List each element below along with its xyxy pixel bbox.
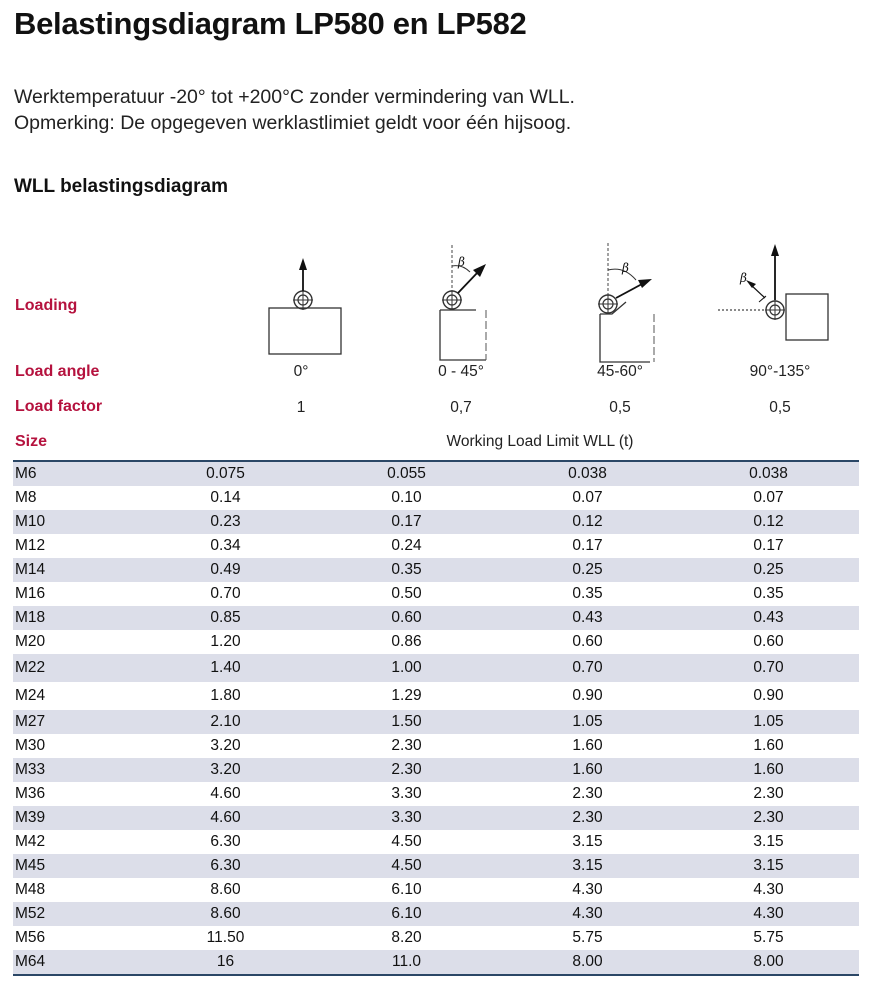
size-cell: M12 xyxy=(15,537,46,554)
beta-symbol: β xyxy=(622,261,629,275)
wll-value-cell: 0.43 xyxy=(497,606,678,630)
wll-value-cell: 0.90 xyxy=(572,687,603,704)
wll-value-cell: 0.60 xyxy=(572,633,603,650)
wll-value-cell: 0.038 xyxy=(678,461,859,486)
intro-line-remark: Opmerking: De opgegeven werklastlimiet geldt voor één hijsoog. xyxy=(14,112,572,134)
size-cell: M64 xyxy=(13,950,135,975)
wll-value-cell: 0.25 xyxy=(678,558,859,582)
load-angle-45-60: 45-60° xyxy=(597,363,643,380)
size-cell: M18 xyxy=(13,606,135,630)
wll-value-cell: 0.12 xyxy=(678,510,859,534)
wll-value-cell: 0.90 xyxy=(753,687,784,704)
wll-value-cell: 1.50 xyxy=(316,710,497,734)
wll-value-cell: 1.60 xyxy=(753,737,784,754)
wll-value-cell: 11.0 xyxy=(316,950,497,975)
load-angle-0-45: 0 - 45° xyxy=(438,363,484,380)
wll-value-cell: 0.17 xyxy=(753,537,784,554)
wll-value-cell: 1.60 xyxy=(572,737,603,754)
table-row xyxy=(13,902,859,926)
table-row xyxy=(13,758,859,782)
table-row xyxy=(13,582,859,606)
wll-value-cell: 0.23 xyxy=(135,510,316,534)
wll-value-cell: 0.07 xyxy=(572,489,603,506)
table-row xyxy=(13,606,859,630)
load-angle-90-135: 90°-135° xyxy=(749,363,811,380)
table-row xyxy=(13,630,859,654)
size-cell: M39 xyxy=(13,806,135,830)
wll-value-cell: 0.85 xyxy=(135,606,316,630)
table-row xyxy=(13,654,859,682)
loading-label: Loading xyxy=(15,297,78,314)
beta-symbol: β xyxy=(740,271,747,285)
table-row xyxy=(13,806,859,830)
wll-value-cell: 1.00 xyxy=(316,654,497,682)
load-factor-45-60: 0,5 xyxy=(609,399,631,416)
load-factor-0-45: 0,7 xyxy=(450,399,472,416)
size-cell: M16 xyxy=(15,585,46,602)
wll-value-cell: 8.20 xyxy=(391,929,422,946)
size-cell: M52 xyxy=(13,902,135,926)
table-row xyxy=(13,950,859,975)
size-cell: M30 xyxy=(15,737,46,754)
size-cell: M48 xyxy=(15,881,46,898)
wll-value-cell: 0.86 xyxy=(391,633,422,650)
wll-value-cell: 11.50 xyxy=(206,929,245,946)
wll-value-cell: 4.50 xyxy=(391,833,422,850)
wll-value-cell: 4.30 xyxy=(572,881,603,898)
wll-value-cell: 0.70 xyxy=(210,585,241,602)
wll-value-cell: 6.30 xyxy=(210,833,241,850)
wll-value-cell: 1.05 xyxy=(497,710,678,734)
loading-diagram-0-45 xyxy=(420,240,520,365)
size-cell: M10 xyxy=(13,510,135,534)
size-cell: M6 xyxy=(13,461,135,486)
wll-value-cell: 0.49 xyxy=(135,558,316,582)
wll-value-cell: 1.40 xyxy=(135,654,316,682)
wll-value-cell: 2.30 xyxy=(391,737,422,754)
table-row xyxy=(13,486,859,510)
wll-value-cell: 8.60 xyxy=(210,881,241,898)
load-factor-0: 1 xyxy=(296,399,306,416)
wll-value-cell: 0.60 xyxy=(753,633,784,650)
wll-value-cell: 0.60 xyxy=(316,606,497,630)
wll-value-cell: 0.14 xyxy=(210,489,241,506)
wll-value-cell: 4.30 xyxy=(678,902,859,926)
wll-value-cell: 3.30 xyxy=(391,785,422,802)
wll-value-cell: 1.29 xyxy=(391,687,422,704)
section-title: WLL belastingsdiagram xyxy=(14,176,228,197)
wll-value-cell: 3.20 xyxy=(135,758,316,782)
wll-value-cell: 2.30 xyxy=(316,758,497,782)
wll-value-cell: 0.055 xyxy=(316,461,497,486)
table-row xyxy=(13,710,859,734)
wll-value-cell: 2.10 xyxy=(135,710,316,734)
wll-value-cell: 3.15 xyxy=(497,854,678,878)
wll-value-cell: 1.80 xyxy=(210,687,241,704)
wll-value-cell: 0.34 xyxy=(210,537,241,554)
wll-value-cell: 4.30 xyxy=(753,881,784,898)
wll-value-cell: 3.15 xyxy=(753,833,784,850)
wll-value-cell: 0.038 xyxy=(497,461,678,486)
wll-value-cell: 8.60 xyxy=(135,902,316,926)
wll-value-cell: 0.70 xyxy=(678,654,859,682)
size-cell: M33 xyxy=(13,758,135,782)
wll-value-cell: 5.75 xyxy=(572,929,603,946)
load-factor-label: Load factor xyxy=(15,398,103,415)
intro-line-temperature: Werktemperatuur -20° tot +200°C zonder vermindering van WLL. xyxy=(14,86,575,108)
wll-value-cell: 5.75 xyxy=(753,929,784,946)
table-row xyxy=(13,510,859,534)
wll-value-cell: 3.30 xyxy=(316,806,497,830)
table-row xyxy=(13,534,859,558)
table-row xyxy=(13,830,859,854)
wll-value-cell: 0.07 xyxy=(753,489,784,506)
table-row xyxy=(13,854,859,878)
size-cell: M20 xyxy=(15,633,46,650)
wll-value-cell: 0.17 xyxy=(572,537,603,554)
size-cell: M45 xyxy=(13,854,135,878)
wll-value-cell: 0.43 xyxy=(678,606,859,630)
size-label: Size xyxy=(15,433,48,450)
wll-value-cell: 4.30 xyxy=(497,902,678,926)
wll-value-cell: 2.30 xyxy=(678,806,859,830)
wll-value-cell: 1.20 xyxy=(210,633,241,650)
size-cell: M56 xyxy=(15,929,46,946)
size-cell: M22 xyxy=(13,654,135,682)
wll-value-cell: 2.30 xyxy=(572,785,603,802)
wll-value-cell: 4.50 xyxy=(316,854,497,878)
table-row xyxy=(13,782,859,806)
wll-value-cell: 0.50 xyxy=(391,585,422,602)
size-cell: M14 xyxy=(13,558,135,582)
beta-symbol: β xyxy=(458,255,465,269)
page-title: Belastingsdiagram LP580 en LP582 xyxy=(14,6,527,41)
size-cell: M27 xyxy=(13,710,135,734)
wll-table xyxy=(13,460,859,976)
table-row xyxy=(13,682,859,710)
wll-value-cell: 8.00 xyxy=(497,950,678,975)
wll-value-cell: 4.60 xyxy=(210,785,241,802)
wll-value-cell: 6.30 xyxy=(135,854,316,878)
wll-value-cell: 0.35 xyxy=(316,558,497,582)
wll-value-cell: 0.70 xyxy=(497,654,678,682)
wll-value-cell: 2.30 xyxy=(497,806,678,830)
wll-value-cell: 6.10 xyxy=(391,881,422,898)
loading-diagram-45-60 xyxy=(580,240,680,365)
wll-value-cell: 2.30 xyxy=(753,785,784,802)
wll-value-cell: 1.60 xyxy=(497,758,678,782)
wll-value-cell: 1.05 xyxy=(678,710,859,734)
size-cell: M24 xyxy=(15,687,46,704)
loading-diagram-0 xyxy=(255,240,355,365)
loading-diagram-90-135 xyxy=(718,240,843,365)
wll-value-cell: 16 xyxy=(135,950,316,975)
wll-value-cell: 0.17 xyxy=(316,510,497,534)
size-cell: M42 xyxy=(15,833,46,850)
wll-value-cell: 0.12 xyxy=(497,510,678,534)
wll-value-cell: 0.35 xyxy=(753,585,784,602)
load-angle-label: Load angle xyxy=(15,363,100,380)
wll-value-cell: 0.075 xyxy=(135,461,316,486)
table-row xyxy=(13,558,859,582)
size-cell: M36 xyxy=(15,785,46,802)
wll-value-cell: 6.10 xyxy=(316,902,497,926)
table-row xyxy=(13,734,859,758)
wll-value-cell: 0.25 xyxy=(497,558,678,582)
load-angle-0: 0° xyxy=(293,363,309,380)
table-row xyxy=(13,878,859,902)
wll-value-cell: 3.15 xyxy=(678,854,859,878)
wll-value-cell: 1.60 xyxy=(678,758,859,782)
wll-value-cell: 4.60 xyxy=(135,806,316,830)
wll-value-cell: 0.35 xyxy=(572,585,603,602)
wll-value-cell: 0.10 xyxy=(391,489,422,506)
wll-value-cell: 0.24 xyxy=(391,537,422,554)
wll-value-cell: 8.00 xyxy=(678,950,859,975)
wll-header: Working Load Limit WLL (t) xyxy=(446,433,634,450)
table-row xyxy=(13,461,859,486)
table-row xyxy=(13,926,859,950)
wll-value-cell: 3.20 xyxy=(210,737,241,754)
size-cell: M8 xyxy=(15,489,37,506)
intro-text xyxy=(14,84,575,136)
load-factor-90-135: 0,5 xyxy=(769,399,791,416)
wll-value-cell: 3.15 xyxy=(572,833,603,850)
